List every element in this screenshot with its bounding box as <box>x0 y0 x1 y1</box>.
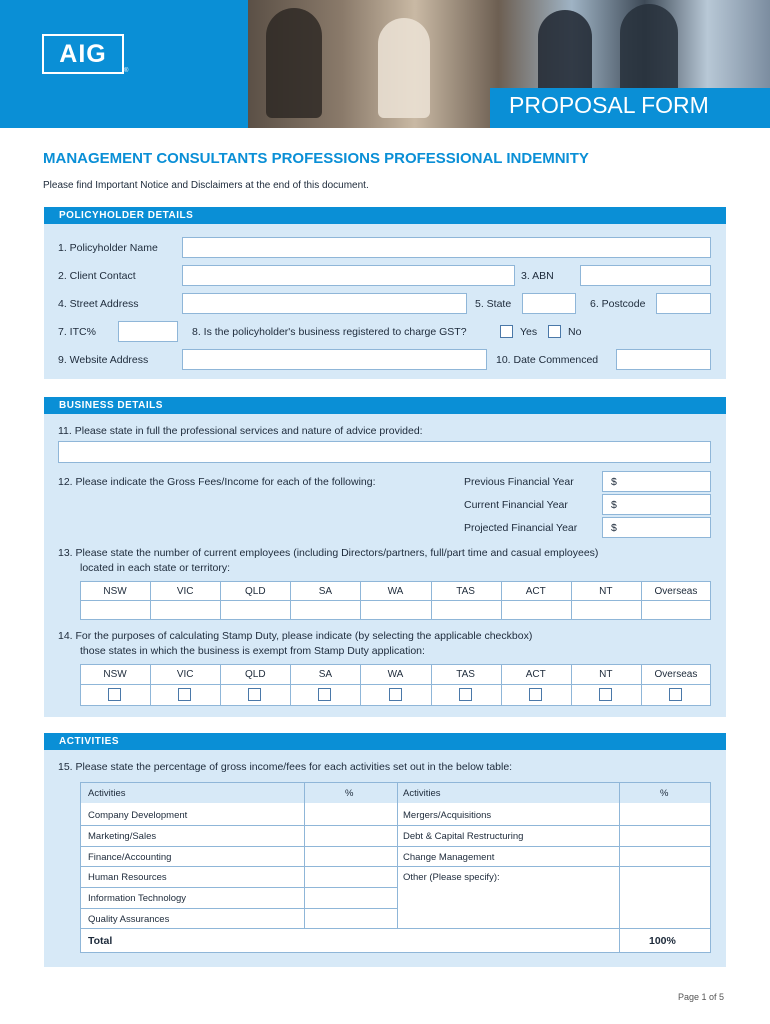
employees-vline <box>431 582 432 619</box>
activity-left-pct-0[interactable] <box>305 805 397 825</box>
aig-logo: AIG <box>42 34 124 74</box>
activity-left-pct-2[interactable] <box>305 847 397 867</box>
activity-left-4: Information Technology <box>88 893 187 905</box>
col-activities-left: Activities <box>88 788 126 799</box>
activity-right-0: Mergers/Acquisitions <box>403 810 492 821</box>
q14-label-line1: 14. For the purposes of calculating Stamp Duty, please indicate (by selecting the applicable checkbox) <box>58 630 533 642</box>
employees-header-act: ACT <box>525 586 546 597</box>
activity-right-pct-3[interactable] <box>620 867 710 929</box>
employees-input-nt[interactable] <box>571 601 641 619</box>
postcode-field[interactable] <box>656 293 711 314</box>
employees-vline <box>641 582 642 619</box>
employees-input-wa[interactable] <box>360 601 430 619</box>
act-vline-2 <box>397 783 398 928</box>
employees-header-overseas: Overseas <box>654 586 698 597</box>
gst-yes-checkbox[interactable] <box>500 325 513 338</box>
gst-yes-label: Yes <box>520 326 538 338</box>
q13-label-line2: located in each state or territory: <box>80 562 230 574</box>
stamp-checkbox-qld[interactable] <box>248 688 261 701</box>
activity-left-1: Marketing/Sales <box>88 830 157 842</box>
gst-no-checkbox[interactable] <box>548 325 561 338</box>
total-value: 100% <box>649 935 676 947</box>
photo-person-2 <box>378 18 430 118</box>
date-commenced-label: 10. Date Commenced <box>496 354 599 366</box>
col-pct-left: % <box>345 788 354 799</box>
employees-vline <box>571 582 572 619</box>
employees-input-qld[interactable] <box>220 601 290 619</box>
q14-label-line2: those states in which the business is exempt from Stamp Duty application: <box>80 645 425 657</box>
q11-label: 11. Please state in full the professional services and nature of advice provided: <box>58 425 423 437</box>
activity-left-0: Company Development <box>88 810 188 821</box>
employees-header-qld: QLD <box>244 586 266 597</box>
activities-heading: ACTIVITIES <box>44 733 726 750</box>
stamp-header-tas: TAS <box>456 669 475 680</box>
dollar-proj: $ <box>611 522 617 534</box>
client-contact-label: 2. Client Contact <box>58 270 136 282</box>
stamp-header-nt: NT <box>599 669 613 680</box>
projected-year-label: Projected Financial Year <box>464 522 578 534</box>
employees-header-nt: NT <box>599 586 613 597</box>
notice-text: Please find Important Notice and Disclaimers at the end of this document. <box>43 180 369 191</box>
stamp-header-qld: QLD <box>244 669 266 680</box>
gst-no-label: No <box>568 326 582 338</box>
employees-header-sa: SA <box>318 586 333 597</box>
stamp-header-wa: WA <box>387 669 404 680</box>
activity-left-2: Finance/Accounting <box>88 851 172 863</box>
proposal-form-title: PROPOSAL FORM <box>509 92 709 118</box>
employees-vline <box>150 582 151 619</box>
employees-input-act[interactable] <box>501 601 571 619</box>
street-address-field[interactable] <box>182 293 467 314</box>
employees-header-wa: WA <box>387 586 404 597</box>
employees-input-overseas[interactable] <box>641 601 711 619</box>
stamp-header-act: ACT <box>525 669 546 680</box>
q13-label-line1: 13. Please state the number of current employees (including Directors/partners, full/part time and casual employees) <box>58 547 599 559</box>
activity-left-pct-5[interactable] <box>305 909 397 929</box>
col-pct-right: % <box>660 788 669 799</box>
employees-header-tas: TAS <box>456 586 475 597</box>
policyholder-name-field[interactable] <box>182 237 711 258</box>
stamp-checkbox-nsw[interactable] <box>108 688 121 701</box>
document-title: MANAGEMENT CONSULTANTS PROFESSIONS PROFESSIONAL INDEMNITY <box>43 150 589 167</box>
col-activities-right: Activities <box>403 788 441 799</box>
photo-person-1 <box>266 8 322 118</box>
employees-vline <box>501 582 502 619</box>
current-year-label: Current Financial Year <box>464 499 568 511</box>
abn-field[interactable] <box>580 265 711 286</box>
business-heading: BUSINESS DETAILS <box>44 397 726 414</box>
activity-right-3: Other (Please specify): <box>403 872 500 884</box>
employees-input-sa[interactable] <box>290 601 360 619</box>
state-label: 5. State <box>475 298 512 310</box>
date-commenced-field[interactable] <box>616 349 711 370</box>
activity-right-pct-0[interactable] <box>620 805 710 825</box>
stamp-header-overseas: Overseas <box>654 669 698 680</box>
activity-left-pct-3[interactable] <box>305 867 397 887</box>
q11-field[interactable] <box>58 441 711 463</box>
stamp-header-vic: VIC <box>176 669 194 680</box>
logo-registered-mark: ® <box>124 68 129 74</box>
current-year-field[interactable] <box>602 494 711 515</box>
stamp-checkbox-wa[interactable] <box>389 688 402 701</box>
stamp-header-sa: SA <box>318 669 333 680</box>
stamp-checkbox-tas[interactable] <box>459 688 472 701</box>
itc-label: 7. ITC% <box>58 326 96 338</box>
activity-left-5: Quality Assurances <box>88 914 170 925</box>
previous-year-field[interactable] <box>602 471 711 492</box>
projected-year-field[interactable] <box>602 517 711 538</box>
page-number: Page 1 of 5 <box>678 992 725 1002</box>
employees-vline <box>220 582 221 619</box>
policyholder-heading: POLICYHOLDER DETAILS <box>44 207 726 224</box>
client-contact-field[interactable] <box>182 265 515 286</box>
employees-input-vic[interactable] <box>150 601 220 619</box>
employees-input-tas[interactable] <box>431 601 501 619</box>
stamp-header-nsw: NSW <box>103 669 127 680</box>
stamp-checkbox-sa[interactable] <box>318 688 331 701</box>
activity-right-2: Change Management <box>403 851 495 863</box>
employees-vline <box>290 582 291 619</box>
policyholder-name-label: 1. Policyholder Name <box>58 242 158 254</box>
q12-label: 12. Please indicate the Gross Fees/Income for each of the following: <box>58 476 376 488</box>
activity-left-3: Human Resources <box>88 872 167 884</box>
stamp-checkbox-nt[interactable] <box>599 688 612 701</box>
activities-header-row <box>81 783 710 803</box>
activity-left-pct-4[interactable] <box>305 888 397 908</box>
stamp-checkbox-act[interactable] <box>529 688 542 701</box>
stamp-checkbox-vic[interactable] <box>178 688 191 701</box>
activity-right-1: Debt & Capital Restructuring <box>403 830 524 842</box>
street-address-label: 4. Street Address <box>58 298 139 310</box>
employees-input-nsw[interactable] <box>80 601 150 619</box>
stamp-duty-table-divider <box>80 684 711 685</box>
q15-label: 15. Please state the percentage of gross income/fees for each activities set out in the below table: <box>58 761 513 773</box>
gst-question-label: 8. Is the policyholder's business registered to charge GST? <box>192 326 467 338</box>
employees-vline <box>360 582 361 619</box>
website-label: 9. Website Address <box>58 354 149 366</box>
abn-label: 3. ABN <box>521 270 554 282</box>
total-divider <box>81 928 710 929</box>
itc-field[interactable] <box>118 321 178 342</box>
total-label: Total <box>88 935 113 947</box>
website-field[interactable] <box>182 349 487 370</box>
employees-header-nsw: NSW <box>103 586 127 597</box>
dollar-curr: $ <box>611 499 617 511</box>
previous-year-label: Previous Financial Year <box>464 476 574 488</box>
postcode-label: 6. Postcode <box>590 298 646 310</box>
employees-header-vic: VIC <box>176 586 194 597</box>
stamp-checkbox-overseas[interactable] <box>669 688 682 701</box>
dollar-prev: $ <box>611 476 617 488</box>
activity-right-pct-1[interactable] <box>620 826 710 846</box>
state-field[interactable] <box>522 293 576 314</box>
activity-right-pct-2[interactable] <box>620 847 710 867</box>
activity-left-pct-1[interactable] <box>305 826 397 846</box>
